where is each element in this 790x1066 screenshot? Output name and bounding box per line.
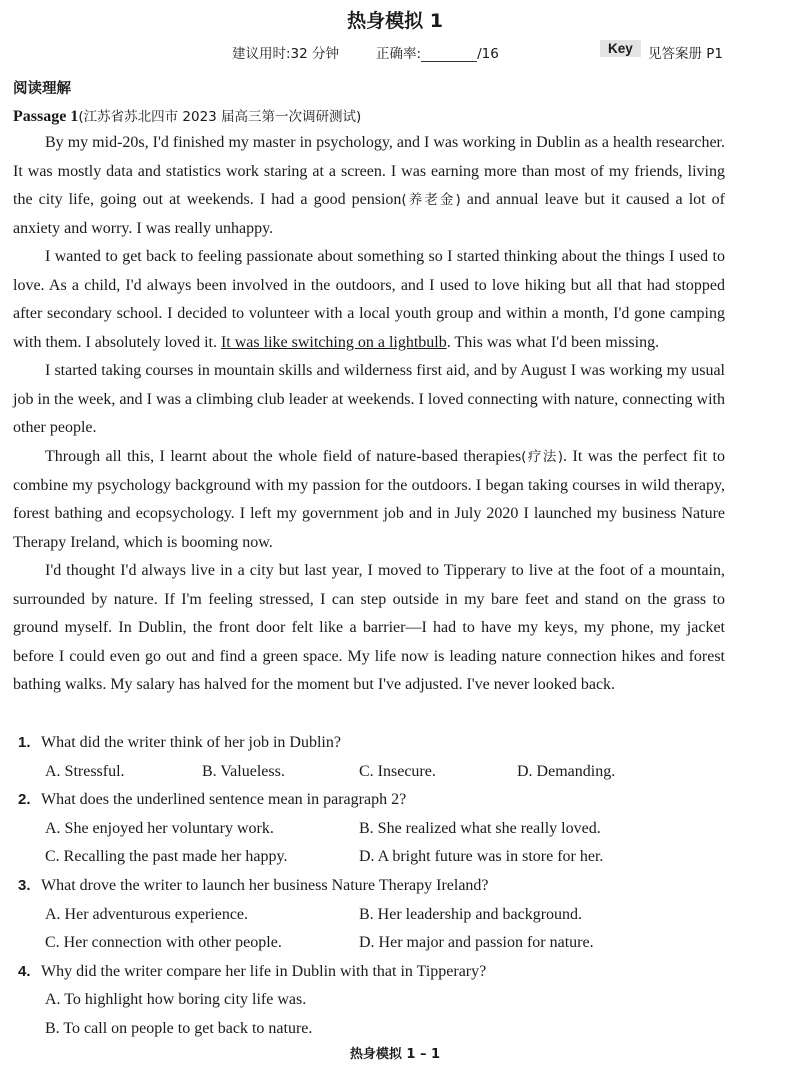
option-c[interactable]: C. Insecure. [359, 762, 436, 780]
option-b[interactable]: B. Valueless. [202, 762, 285, 780]
paragraph-4 [13, 443, 725, 557]
gloss-therapies: (疗法) [521, 449, 564, 466]
option-d[interactable]: D. A bright future was in store for her. [359, 848, 604, 866]
accuracy-field [376, 42, 499, 62]
key-badge: Key [600, 40, 641, 57]
paragraph-5: I'd thought I'd always live in a city but last year, I moved to Tipperary to live at the foot of a mountain, surrounded by nature. If I'm feeling stressed, I can step outside in my bare feet and stand on the grass to ground myself. In Dublin, the front door felt like a barrier—I had to have my keys, my phone, my jacket before I could even go out and find a green space. My life now is leading nature connection hikes and forest bathing walks. My salary has halved for the moment but I've adjusted. I've never looked back. [13, 562, 725, 694]
answer-reference: 见答案册 P1 [648, 46, 724, 62]
option-b[interactable]: B. She realized what she really loved. [359, 819, 601, 837]
question-stem: What drove the writer to launch her business Nature Therapy Ireland? [41, 876, 489, 894]
question-number: 3. [18, 876, 31, 894]
question-stem: What did the writer think of her job in Dublin? [41, 734, 341, 751]
question-2-options-row-2 [13, 843, 725, 872]
underlined-sentence: It was like switching on a lightbulb [220, 333, 447, 351]
passage-source: (江苏省苏北四市 2023 届高三第一次调研测试) [78, 109, 362, 125]
paragraph-1 [13, 129, 725, 243]
passage-label: Passage 1 [13, 108, 79, 125]
meta-bar [0, 42, 790, 62]
question-1-options [13, 758, 725, 787]
paragraph-2-text-b: . This was what I'd been missing. [446, 333, 660, 351]
question-number: 4. [18, 962, 31, 980]
paragraph-4-text-a: Through all this, I learnt about the whole field of nature-based therapies [45, 448, 522, 466]
gloss-pension: (养老金) [401, 192, 461, 209]
question-2 [13, 786, 725, 815]
option-a[interactable]: A. Her adventurous experience. [45, 905, 249, 923]
question-4-option-a-row [13, 986, 725, 1015]
accuracy-blank[interactable] [421, 47, 477, 62]
accuracy-total: /16 [477, 46, 499, 62]
option-c[interactable]: C. Her connection with other people. [45, 934, 282, 952]
question-4 [13, 958, 725, 987]
question-4-option-b-row [13, 1015, 725, 1044]
passage-body [13, 129, 725, 700]
question-stem: What does the underlined sentence mean in paragraph 2? [41, 791, 407, 809]
option-a[interactable]: A. She enjoyed her voluntary work. [45, 819, 274, 837]
question-2-options-row-1 [13, 815, 725, 844]
paragraph-1-text-b: and annual leave but it caused a lot of anxiety and worry. I was really unhappy. [13, 191, 725, 237]
option-c[interactable]: C. Recalling the past made her happy. [45, 848, 288, 866]
question-3 [13, 872, 725, 901]
option-d[interactable]: D. Her major and passion for nature. [359, 934, 594, 952]
question-3-options-row-2 [13, 929, 725, 958]
option-d[interactable]: D. Demanding. [517, 762, 616, 780]
question-number: 1. [18, 734, 31, 751]
section-title: 阅读理解 [13, 81, 71, 97]
paragraph-3: I started taking courses in mountain skills and wilderness first aid, and by August I was working my usual job in the week, and I was a climbing club leader at weekends. I loved connecting with nature, connecting with other people. [13, 362, 725, 437]
question-1 [13, 729, 725, 758]
question-stem: Why did the writer compare her life in Dublin with that in Tipperary? [41, 962, 487, 980]
page-footer: 热身模拟 1 – 1 [349, 1047, 441, 1062]
option-a[interactable]: A. To highlight how boring city life was. [45, 991, 307, 1009]
paragraph-2 [13, 243, 725, 357]
paragraph-4-text-b: . It was the perfect fit to combine my psychology background with my passion for the outdoors. I began taking courses in wild therapy, forest bathing and ecopsychology. I left my government job and in July 2020 I launched my business Nature Therapy Ireland, which is booming now. [13, 448, 725, 551]
page-title: 热身模拟 1 [347, 10, 443, 32]
paragraph-1-text-a: By my mid-20s, I'd finished my master in psychology, and I was working in Dublin as a health researcher. It was mostly data and statistics work staring at a screen. I was earning more than most of my friends, living the city life, going out at weekends. I had a good pension [13, 134, 725, 209]
question-number: 2. [18, 791, 31, 809]
question-list [13, 729, 725, 1044]
option-b[interactable]: B. Her leadership and background. [359, 905, 583, 923]
paragraph-2-text-a: I wanted to get back to feeling passionate about something so I started thinking about the things I used to love. As a child, I'd always been involved in the outdoors, and I used to love hiking but all that had stopped after secondary school. I decided to volunteer with a local youth group and within a month, I'd gone camping with them. I absolutely loved it. [13, 248, 725, 351]
passage-heading [13, 105, 361, 126]
option-b[interactable]: B. To call on people to get back to nature. [45, 1019, 313, 1037]
suggested-time: 建议用时:32 分钟 [232, 46, 340, 62]
option-a[interactable]: A. Stressful. [45, 762, 125, 780]
question-3-options-row-1 [13, 901, 725, 930]
accuracy-label: 正确率: [376, 46, 422, 62]
